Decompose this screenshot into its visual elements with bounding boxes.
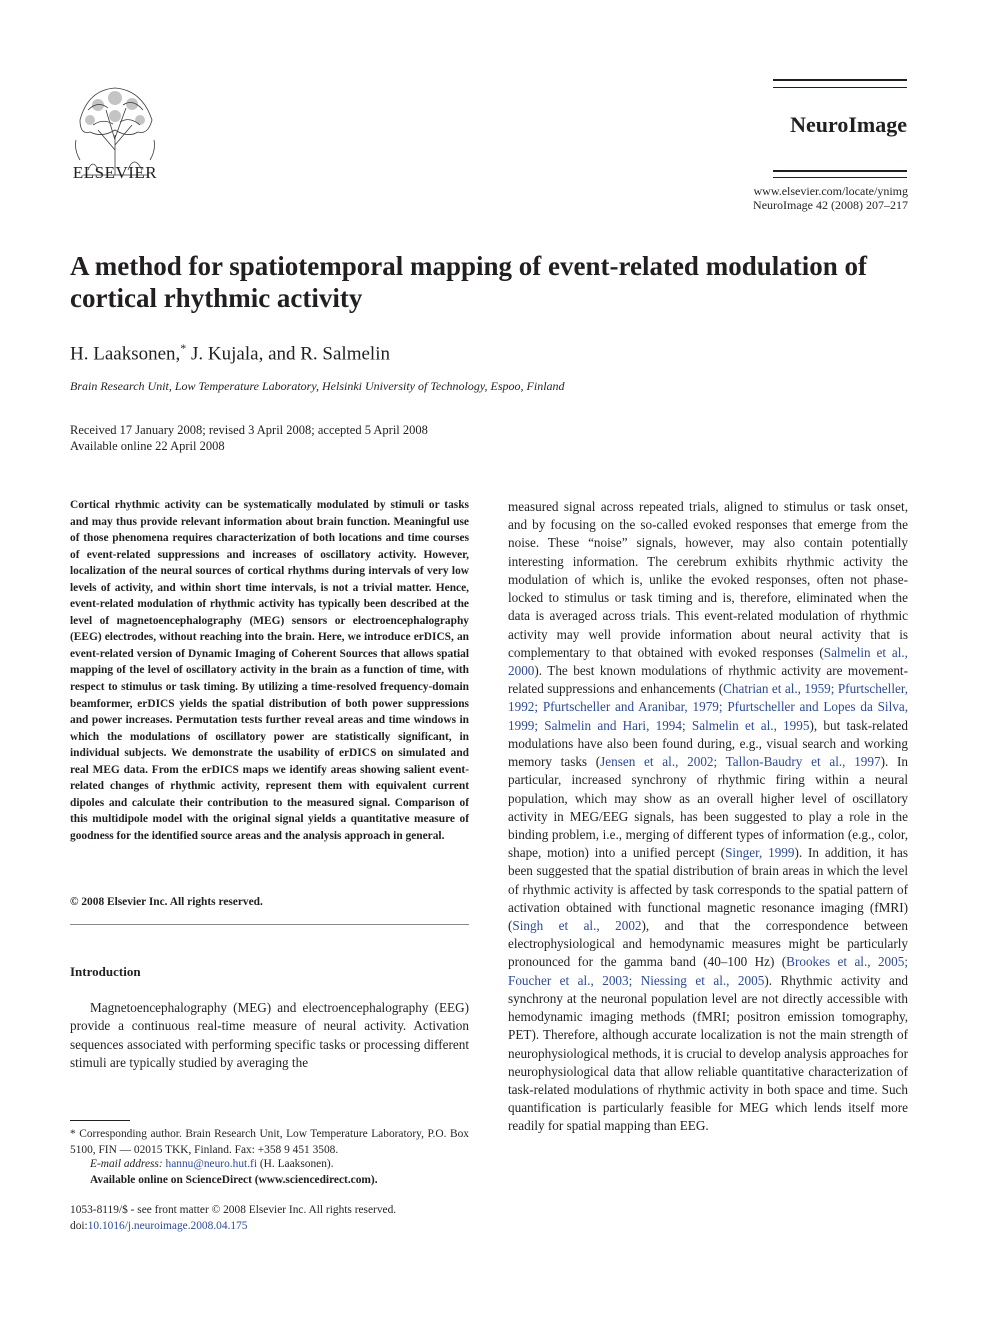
abstract-text: Cortical rhythmic activity can be systematically modulated by stimuli or tasks and may thus provide relevant information about brain function. Meaningful use of those phenomena requires characterization of both locations and time courses of event-related suppressions and increases of oscillatory activity. However, localization of the neural sources of cortical rhythms during intervals of very low levels of activity, and within short time intervals, is not a trivial matter. Hence, event-related modulation of rhythmic activity has typically been described at the level of magnetoencephalography (MEG) sensors or electroencephalography (EEG) electrodes, without reaching into the brain. Here, we introduce erDICS, an event-related version of Dynamic Imaging of Coherent Sources that allows spatial mapping of the level of oscillatory activity in the brain as a function of time, with respect to stimulus or task timing. By utilizing a time-resolved frequency-domain beamformer, erDICS yields the spatial distribution of both power suppressions and power increases. Permutation tests further reveal areas and time windows in which the modulations of oscillatory power are statistically significant, in individual subjects. We demonstrate the usability of erDICS on simulated and real MEG data. From the erDICS maps we identify areas showing salient event-related changes of rhythmic activity, represent them with equivalent current dipoles and calculate their contribution to the measured signal. Comparison of this multidipole model with the original signal yields a quantitative measure of goodness for the identified source areas and the analysis approach in general. [70, 499, 469, 842]
journal-rule-bottom [773, 170, 907, 178]
doi-label: doi: [70, 1220, 88, 1232]
received-dates: Received 17 January 2008; revised 3 April 2008; accepted 5 April 2008 [70, 423, 428, 437]
body-text-span: ). The best known modulations of rhythmic activity are movement-related suppressions and enhancements ( [508, 662, 908, 697]
email-label: E-mail address: [90, 1158, 163, 1170]
body-text-span: ). Rhythmic activity and synchrony at the neuronal population level are not directly accessible with hemodynamic imaging methods (fMRI; positron emission tomography, PET). Therefore, although accurate localization is not the main strength of neurophysiological methods, it is crucial to develop analysis approaches for neurophysiological data that allow reliable quantitative characterization of task-related modulations of rhythmic activity in both space and time. Such quantification is particularly feasible for MEG which lends itself more readily for spatial mapping than EEG. [508, 972, 909, 1134]
available-online-date: Available online 22 April 2008 [70, 439, 225, 453]
doi-link[interactable]: 10.1016/j.neuroimage.2008.04.175 [87, 1220, 248, 1232]
citation-link[interactable]: Brookes et al., 2005; Foucher et al., 2003; Niessing et al., 2005 [508, 954, 908, 988]
body-text-span: ), and that the correspondence between electrophysiological and hemodynamic measures might be particularly pronounced for the gamma band (40–100 Hz) ( [508, 918, 908, 970]
corresponding-author-mark[interactable]: * [180, 341, 187, 355]
citation-link[interactable]: Chatrian et al., 1959; Pfurtscheller, 1992; Pfurtscheller and Aranibar, 1979; Pfurtscheller and Lopes da Silva, 1999; Salmelin and Hari, 1994; Salmelin et al., 1995 [508, 681, 908, 733]
body-text-span: ). In addition, it has been suggested that the spatial distribution of brain areas in which the level of rhythmic activity is affected by task corresponds to the spatial pattern of activation obtained with functional magnetic resonance imaging (fMRI) ( [508, 845, 908, 934]
journal-rule-top [773, 79, 907, 88]
author-1: H. Laaksonen, [70, 343, 181, 365]
citation-link[interactable]: Jensen et al., 2002; Tallon-Baudry et al., 1997 [600, 754, 881, 770]
journal-url[interactable]: www.elsevier.com/locate/ynimg [753, 184, 908, 198]
email-link[interactable]: hannu@neuro.hut.fi [165, 1158, 258, 1170]
section-heading-introduction: Introduction [70, 964, 141, 979]
affiliation: Brain Research Unit, Low Temperature Laboratory, Helsinki University of Technology, Espoo, Finland [70, 379, 565, 393]
introduction-paragraph-right [508, 498, 908, 1136]
footnote-divider [70, 1120, 130, 1121]
sciencedirect-note: Available online on ScienceDirect (www.sciencedirect.com). [90, 1174, 378, 1186]
publisher-name: ELSEVIER [72, 163, 158, 182]
citation-link[interactable]: Singh et al., 2002 [512, 918, 642, 934]
body-text-span: ), but task-related modulations have also been found during, e.g., visual search and working memory tasks ( [508, 717, 908, 770]
introduction-paragraph-left: Magnetoencephalography (MEG) and electroencephalography (EEG) provide a continuous real-time measure of neural activity. Activation sequences associated with performing specific tasks or processing different stimuli are typically studied by averaging the [70, 1000, 469, 1070]
body-text-span: ). In particular, increased synchrony of rhythmic firing within a neural population, which may show as an overall higher level of oscillatory activity in MEG/EEG signals, has been suggested to play a role in the binding problem, i.e., merging of different types of information (e.g., color, shape, motion) into a unified percept ( [508, 754, 908, 861]
front-matter-line: 1053-8119/$ - see front matter © 2008 Elsevier Inc. All rights reserved. [70, 1204, 397, 1216]
corresponding-author-footnote: * Corresponding author. Brain Research Unit, Low Temperature Laboratory, P.O. Box 5100, FIN — 02015 TKK, Finland. Fax: +358 9 451 3508. [70, 1128, 469, 1156]
abstract-copyright: © 2008 Elsevier Inc. All rights reserved. [70, 896, 263, 908]
author-others: J. Kujala, and R. Salmelin [186, 343, 390, 365]
body-text-span: measured signal across repeated trials, aligned to stimulus or task onset, and by focusing on the so-called evoked responses that emerge from the noise. These “noise” signals, however, may also contain potentially interesting information. The cerebrum exhibits rhythmic activity the modulation of which is, unlike the evoked responses, often not phase-locked to stimulus or task timing and is, therefore, eliminated when the data is averaged across trials. This event-related modulation of rhythmic activity may well provide information about neural activity that is complementary to that obtained with evoked responses ( [508, 499, 908, 660]
email-suffix: (H. Laaksonen). [257, 1158, 334, 1170]
journal-citation: NeuroImage 42 (2008) 207–217 [753, 198, 908, 212]
email-footnote [90, 1158, 334, 1170]
article-title: A method for spatiotemporal mapping of event-related modulation of cortical rhythmic activity [70, 251, 867, 313]
citation-link[interactable]: Singer, 1999 [725, 845, 795, 861]
journal-name: NeuroImage [790, 112, 907, 137]
doi-line [70, 1220, 248, 1232]
abstract-divider [70, 924, 469, 925]
author-list [70, 341, 390, 365]
citation-link[interactable]: Salmelin et al., 2000 [508, 644, 908, 678]
